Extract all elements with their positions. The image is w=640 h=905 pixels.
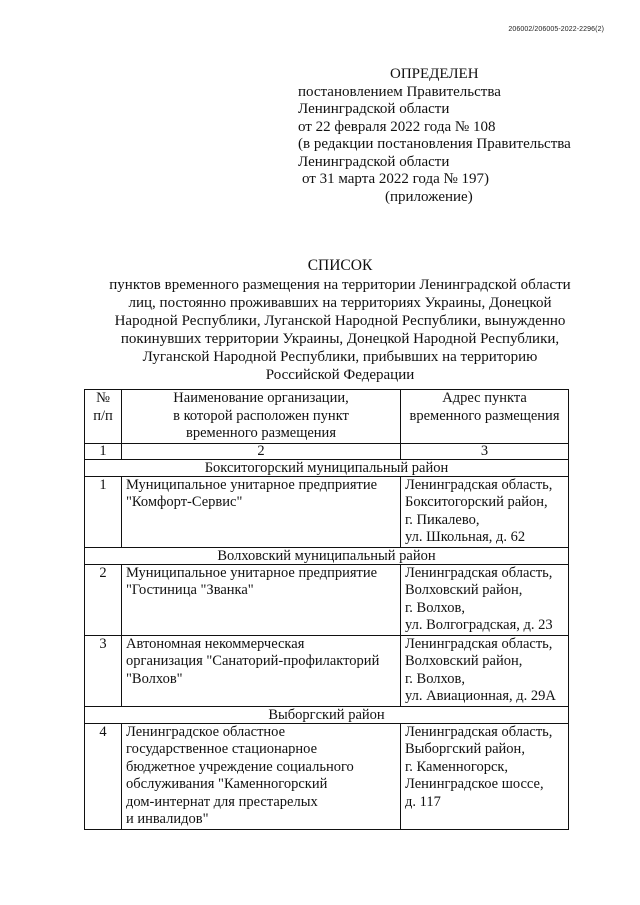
approval-line: постановлением Правительства bbox=[298, 83, 501, 100]
row-number: 1 bbox=[85, 476, 122, 547]
header-num-line: № bbox=[96, 390, 110, 406]
address-line: Ленинградская область, bbox=[405, 635, 553, 652]
address-line: Ленинградская область, bbox=[405, 476, 553, 493]
title-line: пунктов временного размещения на территории Ленинградской области bbox=[109, 277, 571, 293]
title-line: Российской Федерации bbox=[265, 367, 415, 383]
organization-name-line: и инвалидов" bbox=[126, 811, 209, 827]
row-number: 2 bbox=[85, 564, 122, 635]
address-line: Выборгский район, bbox=[405, 741, 525, 757]
organization-name bbox=[122, 723, 401, 829]
header-name bbox=[122, 390, 401, 444]
address-line: ул. Школьная, д. 62 bbox=[405, 529, 526, 545]
organization-name-line: Муниципальное унитарное предприятие bbox=[126, 476, 378, 493]
address-line: д. 117 bbox=[405, 793, 441, 810]
title-line: покинувших территории Украины, Донецкой Народной Республики, bbox=[120, 331, 560, 347]
district-row bbox=[85, 547, 569, 564]
organization-name-line: "Комфорт-Сервис" bbox=[126, 494, 243, 510]
document-id: 206002/206005-2022-2296(2) bbox=[508, 26, 604, 33]
district-row bbox=[85, 706, 569, 723]
address-line: г. Волхов, bbox=[405, 670, 465, 687]
table-row bbox=[85, 723, 569, 829]
column-index: 3 bbox=[401, 443, 569, 459]
organization-name-line: Ленинградское областное bbox=[126, 723, 286, 740]
district-name: Выборгский район bbox=[85, 706, 569, 723]
approval-line: от 22 февраля 2022 года № 108 bbox=[298, 118, 496, 135]
organization-name-line: обслуживания "Каменногорский bbox=[126, 776, 328, 792]
organization-name bbox=[122, 476, 401, 547]
approval-block bbox=[298, 66, 598, 206]
address-line: ул. Волгоградская, д. 23 bbox=[405, 617, 553, 633]
header-address-line: Адрес пункта bbox=[442, 390, 527, 406]
row-number: 3 bbox=[85, 635, 122, 706]
table-row bbox=[85, 476, 569, 547]
approval-amendment-date: от 31 марта 2022 года № 197) bbox=[302, 171, 490, 187]
address-line: г. Каменногорск, bbox=[405, 758, 509, 775]
address bbox=[401, 723, 569, 829]
table-row bbox=[85, 635, 569, 706]
address bbox=[401, 635, 569, 706]
title-line: лиц, постоянно проживавших на территориях Украины, Донецкой bbox=[128, 295, 552, 311]
organization-name-line: "Гостиница "Званка" bbox=[126, 582, 254, 598]
document-title bbox=[40, 257, 640, 384]
approval-line: Ленинградской области bbox=[298, 101, 450, 117]
column-index: 1 bbox=[85, 443, 122, 459]
organization-name-line: организация "Санаторий-профилакторий bbox=[126, 653, 380, 669]
approval-line: (в редакции постановления Правительства bbox=[298, 136, 571, 152]
organization-name-line: бюджетное учреждение социального bbox=[126, 758, 354, 775]
approval-line: Ленинградской области bbox=[298, 153, 450, 170]
district-row bbox=[85, 459, 569, 476]
address-line: ул. Авиационная, д. 29А bbox=[405, 688, 556, 704]
address bbox=[401, 476, 569, 547]
approval-appendix: (приложение) bbox=[385, 188, 473, 205]
column-index: 2 bbox=[122, 443, 401, 459]
address-line: Ленинградская область, bbox=[405, 564, 553, 581]
address-line: Волховский район, bbox=[405, 653, 523, 669]
header-name-line: в которой расположен пункт bbox=[173, 407, 349, 424]
organization-name-line: дом-интернат для престарелых bbox=[126, 793, 318, 810]
header-num-line: п/п bbox=[93, 407, 113, 424]
title-line: Луганской Народной Республики, прибывших на территорию bbox=[142, 349, 538, 365]
organization-name-line: Автономная некоммерческая bbox=[126, 635, 305, 652]
organization-name bbox=[122, 564, 401, 635]
header-address-line: временного размещения bbox=[409, 407, 560, 424]
organization-name-line: "Волхов" bbox=[126, 670, 183, 687]
district-name: Волховский муниципальный район bbox=[85, 547, 569, 564]
address bbox=[401, 564, 569, 635]
approval-heading: ОПРЕДЕЛЕН bbox=[390, 66, 479, 82]
address-line: г. Волхов, bbox=[405, 599, 465, 616]
header-name-line: Наименование организации, bbox=[173, 390, 349, 406]
address-line: г. Пикалево, bbox=[405, 511, 480, 528]
header-address bbox=[401, 390, 569, 444]
row-number: 4 bbox=[85, 723, 122, 829]
table-row bbox=[85, 564, 569, 635]
district-name: Бокситогорский муниципальный район bbox=[85, 459, 569, 476]
organization-name-line: Муниципальное унитарное предприятие bbox=[126, 564, 378, 581]
address-line: Волховский район, bbox=[405, 582, 523, 598]
placement-points-table bbox=[84, 389, 569, 830]
header-num bbox=[85, 390, 122, 444]
organization-name-line: государственное стационарное bbox=[126, 741, 318, 757]
column-index-row bbox=[85, 443, 569, 459]
organization-name bbox=[122, 635, 401, 706]
address-line: Бокситогорский район, bbox=[405, 494, 548, 510]
title-word: СПИСОК bbox=[307, 257, 373, 274]
address-line: Ленинградское шоссе, bbox=[405, 776, 544, 792]
table-header-row bbox=[85, 390, 569, 444]
address-line: Ленинградская область, bbox=[405, 723, 553, 740]
header-name-line: временного размещения bbox=[186, 425, 336, 441]
title-line: Народной Республики, Луганской Народной Республики, вынужденно bbox=[114, 313, 566, 329]
